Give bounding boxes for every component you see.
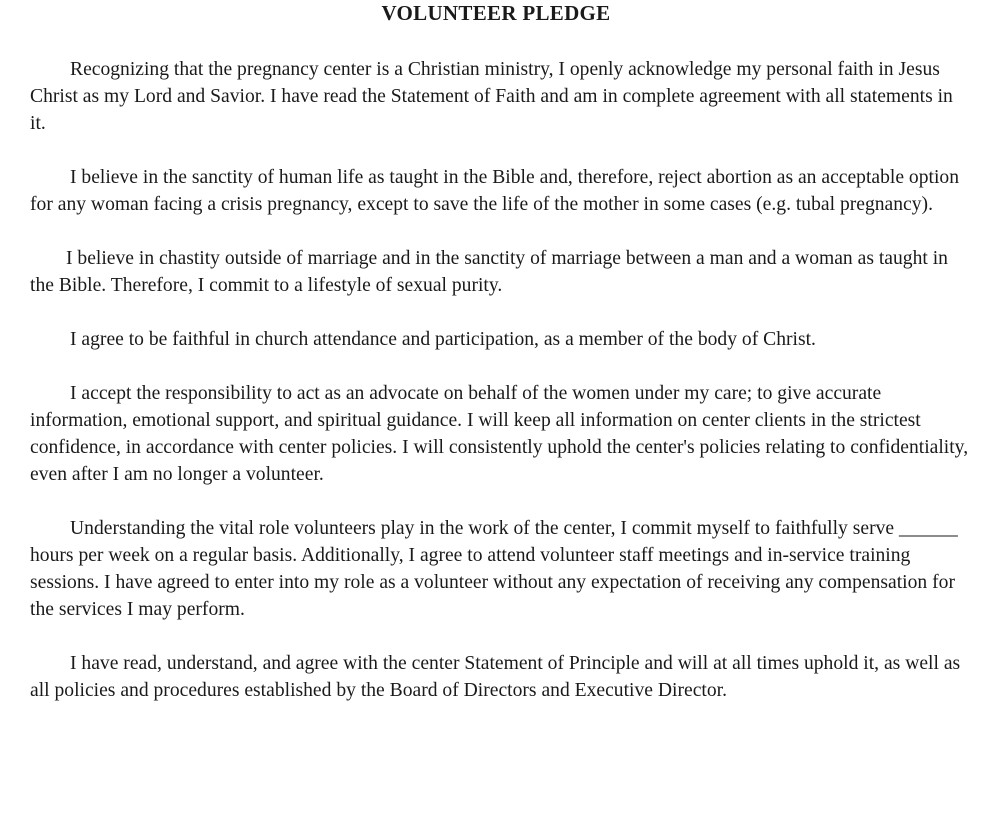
paragraph-chastity: I believe in chastity outside of marriage and in the sanctity of marriage between a man and a woman as taught in the Bible. Therefore, I commit to a lifestyle of sexual purity. bbox=[30, 248, 948, 296]
paragraph-advocacy-confidentiality: I accept the responsibility to act as an advocate on behalf of the women under my care; to give accurate information, emotional support, and spiritual guidance. I will keep all information on center clients in the strictest confidence, in accordance with center policies. I will consistently uphold the center's policies relating to confidentiality, even after I am no longer a volunteer. bbox=[30, 383, 969, 485]
paragraph-faith: Recognizing that the pregnancy center is a Christian ministry, I openly acknowledge my personal faith in Jesus Christ as my Lord and Savior. I have read the Statement of Faith and am in complete agreement with all statements in it. bbox=[30, 59, 953, 134]
paragraph-service-commitment: Understanding the vital role volunteers play in the work of the center, I commit myself to faithfully serve ______ hours per week on a regular basis. Additionally, I agree to attend volunteer staff meetings and in-service training sessions. I have agreed to enter into my role as a volunteer without any expectation of receiving any compensation for the services I may perform. bbox=[30, 518, 958, 620]
document-page bbox=[30, 0, 970, 704]
paragraph-church-attendance: I agree to be faithful in church attendance and participation, as a member of the body of Christ. bbox=[70, 329, 816, 350]
paragraph-sanctity-of-life: I believe in the sanctity of human life as taught in the Bible and, therefore, reject abortion as an acceptable option for any woman facing a crisis pregnancy, except to save the life of the mother in some cases (e.g. tubal pregnancy). bbox=[30, 167, 960, 215]
paragraph-statement-of-principle: I have read, understand, and agree with the center Statement of Principle and will at all times uphold it, as well as all policies and procedures established by the Board of Directors and Executive Director. bbox=[30, 653, 961, 701]
document-title: VOLUNTEER PLEDGE bbox=[381, 1, 611, 25]
